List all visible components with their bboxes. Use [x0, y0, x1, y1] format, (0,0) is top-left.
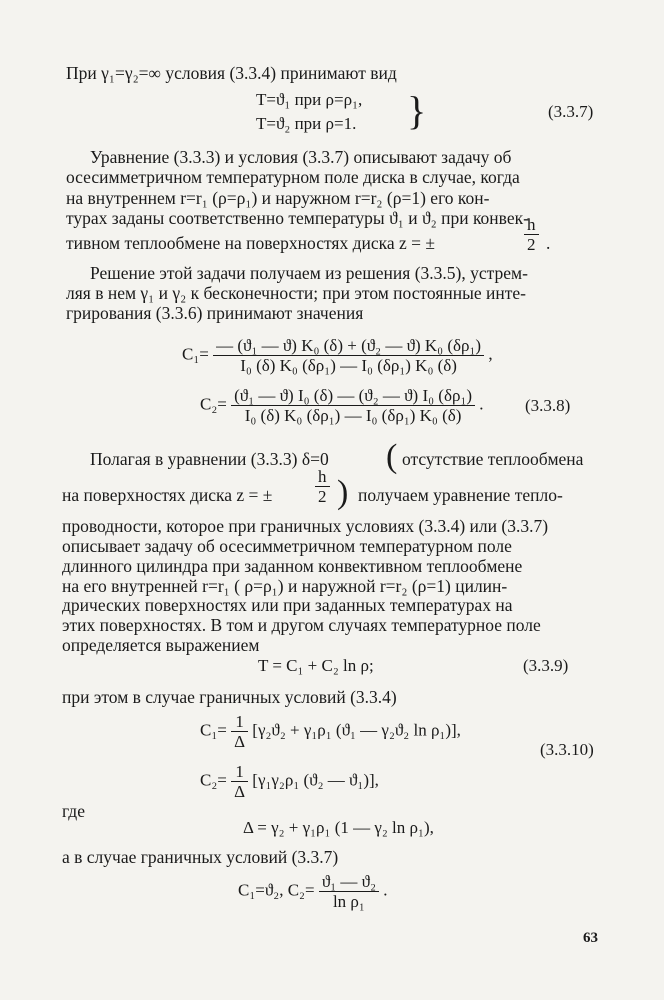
eq-delta: Δ = γ₂ + γ₁ρ₁ (1 — γ₂ ln ρ₁), — [243, 818, 434, 837]
left-paren: ( — [386, 438, 398, 475]
c1b-rhs: [γ₂ϑ₂ + γ₁ρ₁ (ϑ₁ — γ₂ϑ₂ ln ρ₁)], — [252, 720, 461, 740]
text-line-14: длинного цилиндра при заданном конвективном теплообмене — [62, 556, 523, 576]
last-denominator: ln ρ₁ — [332, 892, 365, 911]
eq-c1b — [200, 712, 461, 751]
text-line-10b: отсутствие теплообмена — [402, 449, 584, 469]
last-period: . — [383, 880, 388, 900]
text-line-4: на внутреннем r=r₁ (ρ=ρ₁) и наружном r=r₂ (ρ=1) его кон- — [66, 188, 490, 208]
text-line-15: на его внутренней r=r₁ ( ρ=ρ₁) и наружной r=r₂ (ρ=1) цилин- — [62, 576, 508, 596]
c2-lhs: C₂= — [200, 394, 227, 414]
text-line-8: ляя в нем γ₁ и γ₂ к бесконечности; при этом постоянные инте- — [66, 283, 526, 303]
last-numerator: ϑ₁ — ϑ₂ — [319, 872, 379, 892]
text-line-12: проводности, которое при граничных условиях (3.3.4) или (3.3.7) — [62, 516, 549, 536]
period: . — [546, 233, 551, 253]
c2-denominator: I₀ (δ) K₀ (δρ₁) — I₀ (δρ₁) K₀ (δ) — [244, 406, 462, 425]
frac-denominator-b: 2 — [318, 487, 327, 506]
eq-number-337: (3.3.7) — [548, 102, 594, 121]
text-line-3: осесимметричном температурном поле диска в случае, когда — [66, 167, 520, 187]
last-lhs: C₁=ϑ₂, C₂= — [238, 880, 315, 900]
c2b-lhs: C₂= — [200, 770, 227, 790]
page-number: 63 — [583, 930, 598, 946]
text-line-11a: на поверхностях диска z = ± — [62, 485, 273, 505]
eq-339: T = C₁ + C₂ ln ρ; — [258, 656, 374, 675]
text-line-13: описывает задачу об осесимметричном температурном поле — [62, 536, 512, 556]
eq-337-line-a: T=ϑ₁ при ρ=ρ₁, — [256, 90, 363, 109]
eq-c2b — [200, 762, 379, 801]
c2-period: . — [479, 394, 484, 414]
c1-comma: , — [488, 344, 493, 364]
eq-number-338: (3.3.8) — [525, 396, 571, 415]
eq-number-3310: (3.3.10) — [540, 740, 594, 759]
frac-h-over-2-b — [315, 467, 330, 506]
c1b-delta: Δ — [234, 732, 246, 751]
c2b-delta: Δ — [234, 782, 246, 801]
text-line-18: определяется выражением — [62, 635, 260, 655]
c2-numerator: (ϑ₁ — ϑ) I₀ (δ) — (ϑ₂ — ϑ) I₀ (δρ₁) — [231, 386, 475, 406]
text-line-6: тивном теплообмене на поверхностях диска z = ± — [66, 233, 435, 253]
text-line-10: Полагая в уравнении (3.3.3) δ=0 — [90, 449, 329, 469]
text-line-17: этих поверхностях. В том и другом случаях температурное поле — [62, 615, 541, 635]
text-line-11b: получаем уравнение тепло- — [358, 485, 563, 505]
eq-last — [238, 872, 388, 911]
c1-lhs: C₁= — [182, 344, 209, 364]
c1-numerator: — (ϑ₁ — ϑ) K₀ (δ) + (ϑ₂ — ϑ) K₀ (δρ₁) — [213, 336, 484, 356]
eq-c2 — [200, 386, 484, 425]
c1-denominator: I₀ (δ) K₀ (δρ₁) — I₀ (δρ₁) K₀ (δ) — [240, 356, 457, 375]
text-line-19: при этом в случае граничных условий (3.3.4) — [62, 687, 397, 707]
text-line-5: турах заданы соответственно температуры ϑ₁ и ϑ₂ при конвек- — [66, 208, 529, 228]
eq-c1 — [182, 336, 493, 375]
c2b-rhs: [γ₁γ₂ρ₁ (ϑ₂ — ϑ₁)], — [252, 770, 379, 790]
c2b-one: 1 — [231, 762, 248, 782]
c1b-one: 1 — [231, 712, 248, 732]
text-line-20: а в случае граничных условий (3.3.7) — [62, 847, 339, 867]
text-line-2: Уравнение (3.3.3) и условия (3.3.7) описывают задачу об — [90, 147, 512, 167]
text-gde: где — [62, 801, 85, 821]
frac-numerator-b: h — [315, 467, 330, 487]
c1b-lhs: C₁= — [200, 720, 227, 740]
right-brace: } — [407, 88, 427, 133]
frac-h-over-2 — [524, 215, 539, 254]
text-line-9: грирования (3.3.6) принимают значения — [66, 303, 364, 323]
text-line-16: дрических поверхностях или при заданных температурах на — [62, 595, 513, 615]
text-line-7: Решение этой задачи получаем из решения (3.3.5), устрем- — [90, 263, 528, 283]
frac-denominator: 2 — [527, 235, 536, 254]
eq-number-339: (3.3.9) — [523, 656, 569, 675]
right-paren: ) — [337, 474, 349, 511]
text-line-1: При γ₁=γ₂=∞ условия (3.3.4) принимают вид — [66, 63, 397, 83]
eq-337-line-b: T=ϑ₂ при ρ=1. — [256, 114, 357, 133]
frac-numerator: h — [524, 215, 539, 235]
